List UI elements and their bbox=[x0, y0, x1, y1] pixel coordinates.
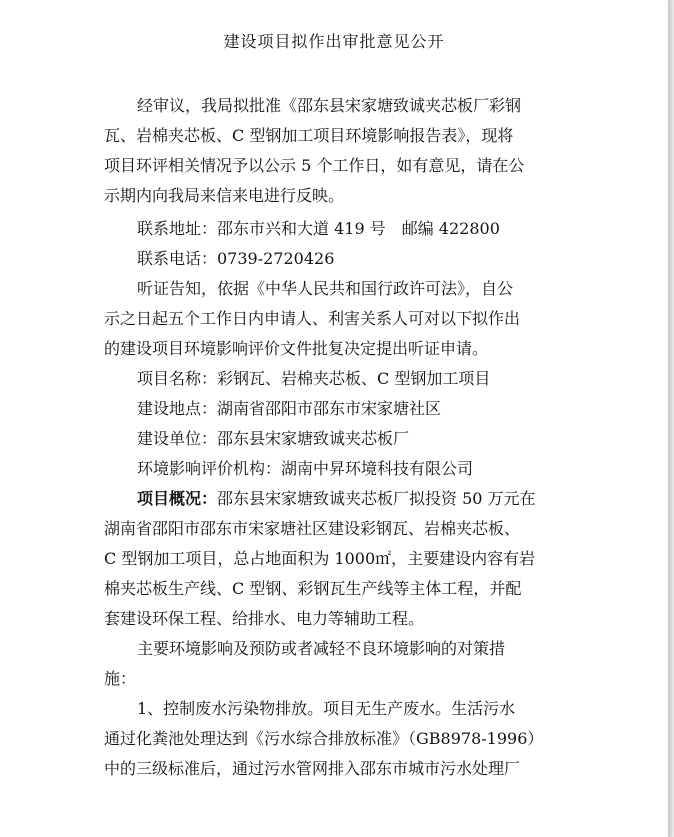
paragraph-line: 示期内向我局来信来电进行反映。 bbox=[104, 186, 345, 205]
paragraph-line: 经审议，我局拟批准《邵东县宋家塘致诚夹芯板厂彩钢 bbox=[137, 96, 522, 115]
paragraph-line: 项目环评相关情况予以公示 5 个工作日，如有意见，请在公 bbox=[104, 156, 525, 175]
paragraph-line: 的建设项目环境影响评价文件批复决定提出听证申请。 bbox=[104, 339, 489, 358]
document-title: 建设项目拟作出审批意见公开 bbox=[223, 32, 445, 51]
paragraph-line: 施： bbox=[104, 669, 137, 688]
paragraph-line: C 型钢加工项目，总占地面积为 1000㎡，主要建设内容有岩 bbox=[104, 549, 536, 568]
project-overview-text: 邵东县宋家塘致诚夹芯板厂拟投资 50 万元在 bbox=[217, 489, 536, 508]
paragraph-line: 湖南省邵阳市邵东市宋家塘社区建设彩钢瓦、岩棉夹芯板、 bbox=[104, 519, 521, 538]
paragraph-line: 瓦、岩棉夹芯板、C 型钢加工项目环境影响报告表》，现将 bbox=[104, 126, 514, 145]
contact-phone: 联系电话：0739-2720426 bbox=[137, 249, 335, 268]
project-overview-label: 项目概况： bbox=[137, 489, 218, 508]
project-overview-line bbox=[137, 484, 536, 514]
construction-unit: 建设单位：邵东县宋家塘致诚夹芯板厂 bbox=[137, 429, 410, 448]
paragraph-line: 通过化粪池处理达到《污水综合排放标准》（GB8978-1996） bbox=[104, 729, 544, 748]
paragraph-line: 棉夹芯板生产线、C 型钢、彩钢瓦生产线等主体工程，并配 bbox=[104, 579, 522, 598]
construction-site: 建设地点：湖南省邵阳市邵东市宋家塘社区 bbox=[137, 399, 442, 418]
contact-address: 联系地址：邵东市兴和大道 419 号 邮编 422800 bbox=[137, 219, 500, 238]
eia-agency: 环境影响评价机构：湖南中昇环境科技有限公司 bbox=[137, 459, 474, 478]
paragraph-line: 主要环境影响及预防或者减轻不良环境影响的对策措 bbox=[137, 639, 506, 658]
project-name: 项目名称：彩钢瓦、岩棉夹芯板、C 型钢加工项目 bbox=[137, 369, 491, 388]
paragraph-line: 1、控制废水污染物排放。项目无生产废水。生活污水 bbox=[137, 699, 516, 718]
paragraph-line: 套建设环保工程、给排水、电力等辅助工程。 bbox=[104, 609, 425, 628]
paragraph-line: 示之日起五个工作日内申请人、利害关系人可对以下拟作出 bbox=[104, 309, 521, 328]
paragraph-line: 中的三级标准后，通过污水管网排入邵东市城市污水处理厂 bbox=[104, 759, 521, 778]
paragraph-line: 听证告知，依据《中华人民共和国行政许可法》，自公 bbox=[137, 279, 514, 298]
